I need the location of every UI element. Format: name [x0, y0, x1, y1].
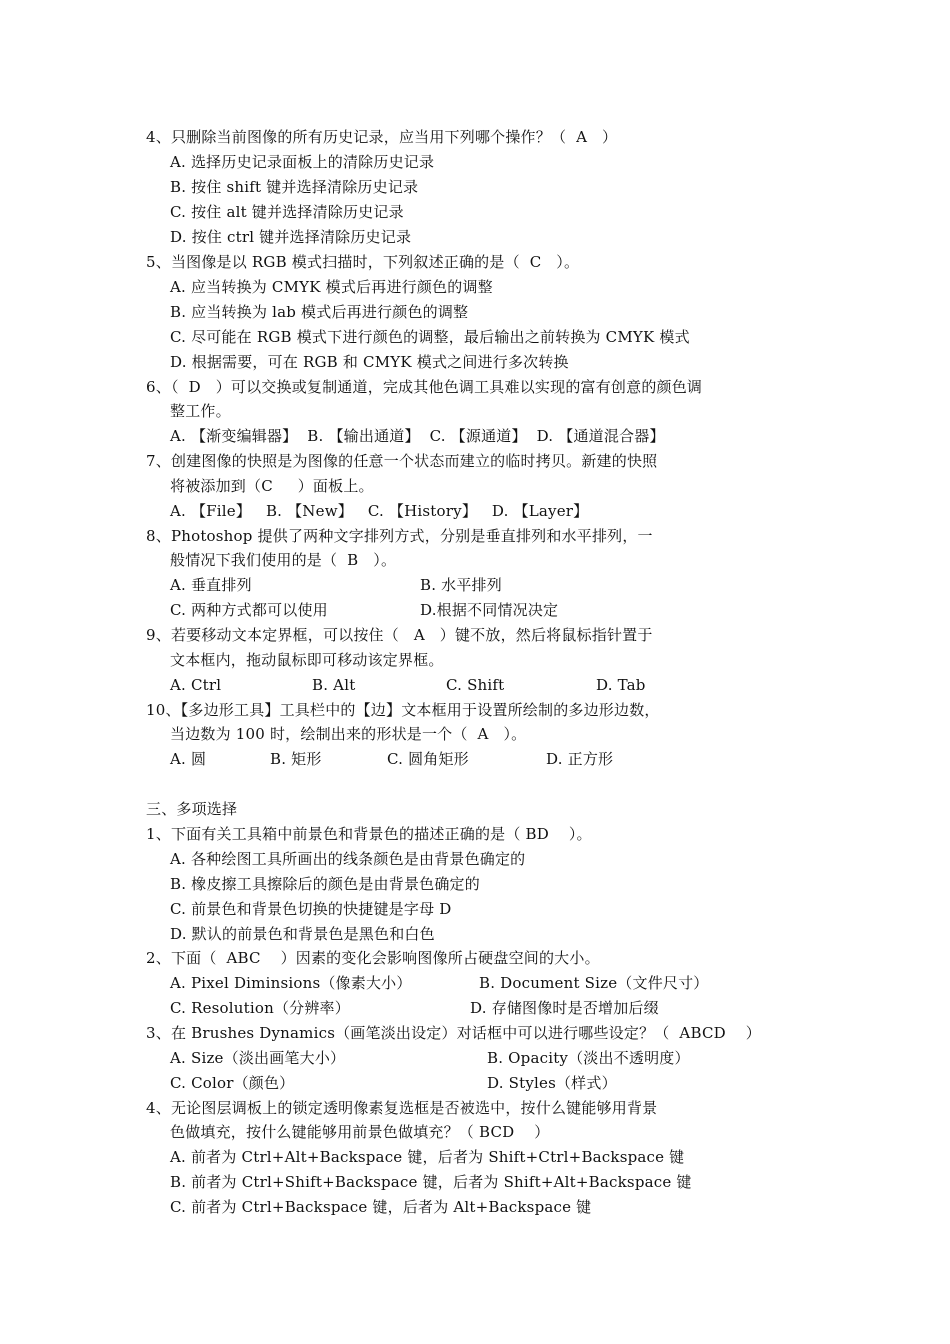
mc-question-1-stem: 1、下面有关工具箱中前景色和背景色的描述正确的是（ BD ）。 — [146, 825, 592, 843]
option-line: A. Pixel Diminsions（像素大小） — [170, 974, 412, 992]
option-line: C. 尽可能在 RGB 模式下进行颜色的调整，最后输出之前转换为 CMYK 模式 — [170, 328, 690, 346]
option-line: C. 前者为 Ctrl+Backspace 键，后者为 Alt+Backspace 键 — [170, 1198, 592, 1216]
question-7-stem: 7、创建图像的快照是为图像的任意一个状态而建立的临时拷贝。新建的快照 — [146, 452, 658, 470]
option-line: B. 矩形 — [270, 750, 322, 768]
mc-question-4-stem: 4、无论图层调板上的锁定透明像素复选框是否被选中，按什么键能够用背景 — [146, 1099, 658, 1117]
option-line: C. 前景色和背景色切换的快捷键是字母 D — [170, 900, 452, 918]
option-line: B. 橡皮擦工具擦除后的颜色是由背景色确定的 — [170, 875, 480, 893]
option-line: D. 正方形 — [546, 750, 614, 768]
option-line: C. Resolution（分辨率） — [170, 999, 350, 1017]
question-4-stem: 4、只删除当前图像的所有历史记录，应当用下列哪个操作？（ A ） — [146, 128, 618, 146]
option-line: D. 存储图像时是否增加后缀 — [470, 999, 659, 1017]
question-8-stem: 8、Photoshop 提供了两种文字排列方式，分别是垂直排列和水平排列，一 — [146, 527, 653, 545]
question-7-stem-cont: 将被添加到（C ）面板上。 — [170, 477, 374, 495]
option-line: D. 默认的前景色和背景色是黑色和白色 — [170, 925, 435, 943]
option-line: C. 按住 alt 键并选择清除历史记录 — [170, 203, 404, 221]
question-8-stem-cont: 般情况下我们使用的是（ B ）。 — [170, 551, 397, 569]
question-6-stem-cont: 整工作。 — [170, 402, 231, 420]
option-line: C. 两种方式都可以使用 — [170, 601, 328, 619]
mc-question-4-stem-cont: 色做填充，按什么键能够用前景色做填充？（ BCD ） — [170, 1123, 550, 1141]
option-line: A. 圆 — [170, 750, 207, 768]
question-9-stem: 9、若要移动文本定界框，可以按住（ A ）键不放，然后将鼠标指针置于 — [146, 626, 653, 644]
option-line: A. 【File】 B. 【New】 C. 【History】 D. 【Layer】 — [170, 502, 589, 520]
option-line: C. 圆角矩形 — [387, 750, 469, 768]
option-line: B. Document Size（文件尺寸） — [479, 974, 709, 992]
mc-question-3-stem: 3、在 Brushes Dynamics（画笔淡出设定）对话框中可以进行哪些设定？（ ABCD ） — [146, 1024, 761, 1042]
option-line: B. 应当转换为 lab 模式后再进行颜色的调整 — [170, 303, 469, 321]
option-line: B. Alt — [312, 676, 356, 694]
option-line: A. 选择历史记录面板上的清除历史记录 — [170, 153, 435, 171]
option-line: D. 按住 ctrl 键并选择清除历史记录 — [170, 228, 412, 246]
option-line: B. 按住 shift 键并选择清除历史记录 — [170, 178, 419, 196]
option-line: B. 水平排列 — [420, 576, 502, 594]
option-line: A. 各种绘图工具所画出的线条颜色是由背景色确定的 — [170, 850, 526, 868]
option-line: B. Opacity（淡出不透明度） — [487, 1049, 690, 1067]
option-line: A. Size（淡出画笔大小） — [170, 1049, 346, 1067]
mc-question-2-stem: 2、下面（ ABC ）因素的变化会影响图像所占硬盘空间的大小。 — [146, 949, 600, 967]
option-line: A. 前者为 Ctrl+Alt+Backspace 键，后者为 Shift+Ctrl+Backspace 键 — [170, 1148, 685, 1166]
question-10-stem-cont: 当边数为 100 时，绘制出来的形状是一个（ A ）。 — [170, 725, 527, 743]
question-6-stem: 6、（ D ）可以交换或复制通道，完成其他色调工具难以实现的富有创意的颜色调 — [146, 378, 703, 396]
option-line: B. 前者为 Ctrl+Shift+Backspace 键，后者为 Shift+Alt+Backspace 键 — [170, 1173, 692, 1191]
question-9-stem-cont: 文本框内，拖动鼠标即可移动该定界框。 — [170, 651, 444, 669]
option-line: C. Color（颜色） — [170, 1074, 295, 1092]
option-line: A. 应当转换为 CMYK 模式后再进行颜色的调整 — [170, 278, 493, 296]
option-line: A. 【渐变编辑器】 B. 【输出通道】 C. 【源通道】 D. 【通道混合器】 — [170, 427, 665, 445]
question-10-stem: 10、【多边形工具】工具栏中的【边】文本框用于设置所绘制的多边形边数， — [146, 701, 660, 719]
option-line: A. Ctrl — [170, 676, 222, 694]
option-line: D. 根据需要，可在 RGB 和 CMYK 模式之间进行多次转换 — [170, 353, 569, 371]
option-line: D. Tab — [596, 676, 646, 694]
section-heading: 三、多项选择 — [146, 800, 238, 818]
option-line: C. Shift — [446, 676, 505, 694]
question-5-stem: 5、当图像是以 RGB 模式扫描时，下列叙述正确的是（ C ）。 — [146, 253, 580, 271]
option-line: D.根据不同情况决定 — [420, 601, 559, 619]
option-line: A. 垂直排列 — [170, 576, 252, 594]
option-line: D. Styles（样式） — [487, 1074, 617, 1092]
